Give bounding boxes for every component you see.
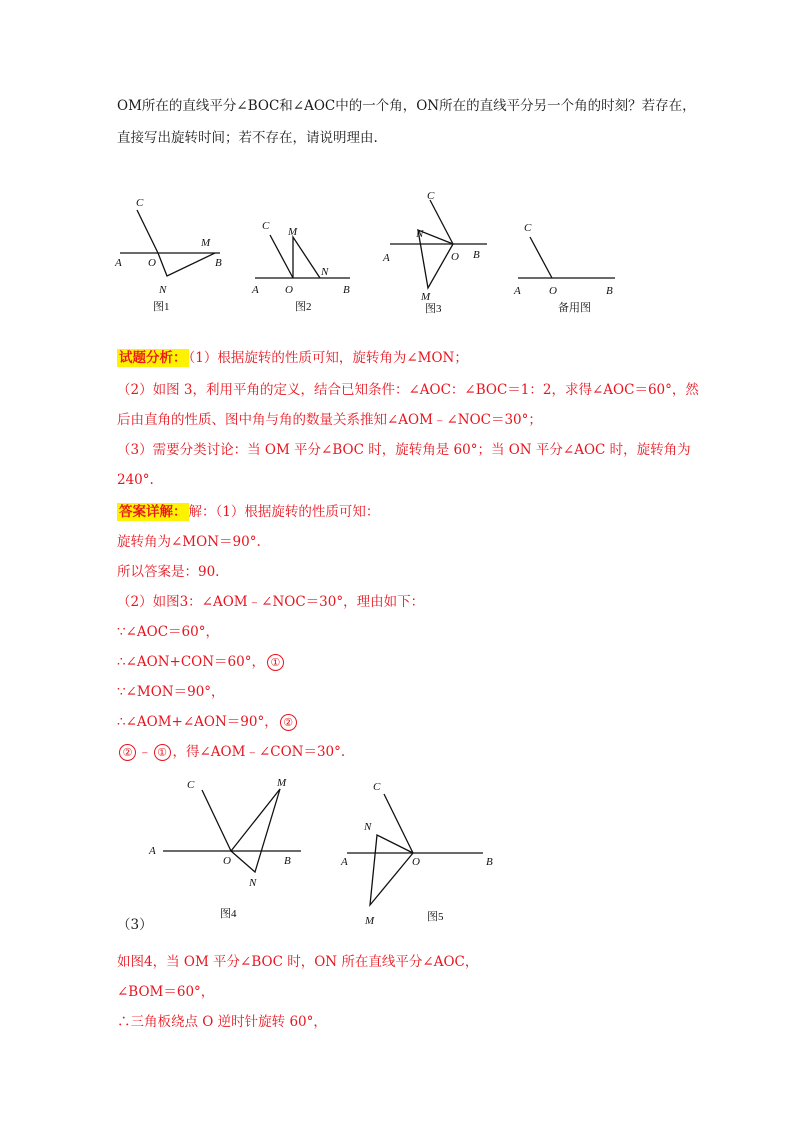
label-c: C bbox=[373, 781, 381, 793]
label-c: C bbox=[427, 190, 435, 202]
label-o: O bbox=[148, 257, 156, 269]
answer-line-1: 旋转角为∠MON＝90°. bbox=[117, 534, 261, 550]
label-a: A bbox=[252, 284, 259, 296]
figure-backup bbox=[510, 215, 625, 315]
intro-line-1: OM所在的直线平分∠BOC和∠AOC中的一个角，ON所在的直线平分另一个角的时刻？若存在， bbox=[117, 98, 696, 114]
analysis-line-5: 240°. bbox=[117, 472, 154, 488]
label-o: O bbox=[451, 251, 459, 263]
analysis-line-2: （2）如图 3，利用平角的定义，结合已知条件：∠AOC：∠BOC＝1：2，求得∠AOC＝60°，然 bbox=[117, 382, 699, 398]
label-m: M bbox=[288, 226, 298, 238]
analysis-line-4: （3）需要分类讨论：当 OM 平分∠BOC 时，旋转角是 60°；当 ON 平分∠AOC 时，旋转角为 bbox=[117, 442, 691, 458]
label-o: O bbox=[549, 285, 557, 297]
figure-5 bbox=[335, 772, 505, 932]
caption-backup: 备用图 bbox=[558, 302, 591, 314]
label-o: O bbox=[223, 855, 231, 867]
label-o: O bbox=[285, 284, 293, 296]
answer-line-9: （3） bbox=[117, 917, 153, 933]
answer-line-7-text: ∴∠AOM+∠AON＝90°， bbox=[117, 714, 278, 730]
circle-1b: ① bbox=[154, 744, 171, 761]
answer-line-3: （2）如图3：∠AOM﹣∠NOC＝30°，理由如下： bbox=[117, 594, 425, 610]
caption-fig2: 图2 bbox=[295, 301, 312, 313]
label-b: B bbox=[284, 855, 291, 867]
figure-4 bbox=[145, 772, 320, 922]
circle-2b: ② bbox=[119, 744, 136, 761]
label-m: M bbox=[201, 237, 211, 249]
label-c: C bbox=[524, 222, 532, 234]
label-c: C bbox=[136, 197, 144, 209]
answer-line-5 bbox=[117, 652, 286, 672]
label-b: B bbox=[343, 284, 350, 296]
answer-line-6: ∵∠MON＝90°， bbox=[117, 684, 225, 700]
minus-sign: ﹣ bbox=[138, 744, 152, 760]
answer-line-4: ∵∠AOC＝60°， bbox=[117, 624, 219, 640]
label-c: C bbox=[262, 220, 270, 232]
label-b: B bbox=[486, 856, 493, 868]
answer-line-2: 所以答案是：90. bbox=[117, 564, 220, 580]
label-c: C bbox=[187, 779, 195, 791]
label-n: N bbox=[249, 877, 257, 889]
label-n: N bbox=[364, 821, 372, 833]
answer-head-text: 解：（1）根据旋转的性质可知： bbox=[188, 504, 380, 520]
analysis-line-1 bbox=[117, 348, 468, 368]
answer-line-10: 如图4，当 OM 平分∠BOC 时，ON 所在直线平分∠AOC， bbox=[117, 954, 479, 970]
label-n: N bbox=[159, 284, 167, 296]
intro-line-2: 直接写出旋转时间；若不存在，请说明理由. bbox=[117, 130, 378, 146]
figure-1 bbox=[115, 190, 235, 315]
label-a: A bbox=[514, 285, 521, 297]
circle-1: ① bbox=[267, 654, 284, 671]
label-a: A bbox=[115, 257, 122, 269]
label-a: A bbox=[341, 856, 348, 868]
caption-fig4: 图4 bbox=[220, 908, 237, 920]
answer-tag: 答案详解： bbox=[119, 504, 187, 520]
label-o: O bbox=[412, 856, 420, 868]
label-m: M bbox=[421, 291, 431, 303]
analysis-tag: 试题分析： bbox=[119, 350, 187, 366]
label-m: M bbox=[365, 915, 375, 927]
caption-fig1: 图1 bbox=[153, 301, 170, 313]
label-n: N bbox=[416, 228, 424, 240]
caption-fig3: 图3 bbox=[425, 303, 442, 315]
label-n: N bbox=[321, 266, 329, 278]
label-b: B bbox=[215, 257, 222, 269]
answer-line-11: ∠BOM＝60°， bbox=[117, 984, 215, 1000]
label-b: B bbox=[606, 285, 613, 297]
label-b: B bbox=[473, 249, 480, 261]
answer-line-7 bbox=[117, 712, 299, 732]
answer-line-5-text: ∴∠AON+CON＝60°， bbox=[117, 654, 265, 670]
caption-fig5: 图5 bbox=[427, 911, 444, 923]
label-a: A bbox=[383, 252, 390, 264]
analysis-text-1: （1）根据旋转的性质可知，旋转角为∠MON； bbox=[188, 350, 468, 366]
answer-line-12: ∴三角板绕点 O 逆时针旋转 60°， bbox=[117, 1014, 327, 1030]
figure-2 bbox=[250, 215, 360, 315]
analysis-line-3: 后由直角的性质、图中角与角的数量关系推知∠AOM﹣∠NOC＝30°； bbox=[117, 412, 542, 428]
figure-3 bbox=[380, 185, 495, 315]
answer-line-8-text: ，得∠AOM﹣∠CON＝30°. bbox=[172, 744, 346, 760]
answer-line-8 bbox=[117, 742, 345, 762]
answer-head bbox=[117, 502, 379, 522]
label-a: A bbox=[149, 845, 156, 857]
circle-2: ② bbox=[280, 714, 297, 731]
label-m: M bbox=[277, 777, 287, 789]
